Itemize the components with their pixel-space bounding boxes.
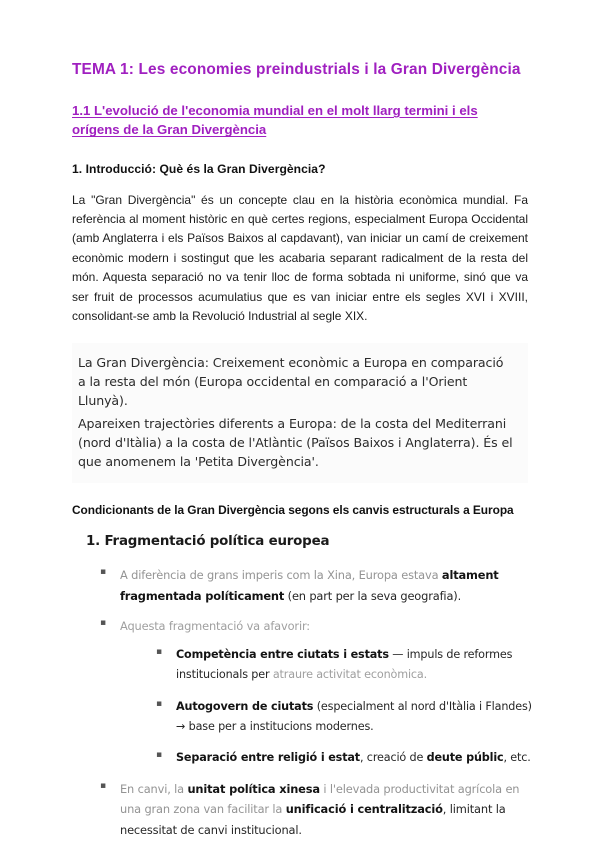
definition-callout bbox=[72, 343, 528, 484]
bullet-3-mid: i l'elevada productivitat agrícola en una gran zona van facilitar la bbox=[120, 782, 520, 817]
bullet-3-end: , limitant la necessitat de canvi institucional. bbox=[120, 802, 506, 837]
page-title: TEMA 1: Les economies preindustrials i la Gran Divergència bbox=[72, 61, 521, 78]
bullet-1-text-rest: (en part per la seva geografia). bbox=[284, 588, 462, 603]
sub-bullet-1-rest-a: — impuls de reformes institucionals per bbox=[176, 648, 513, 682]
sub-bullet-3-end: , etc. bbox=[503, 750, 531, 764]
definition-line-2: Apareixen trajectòries diferents a Europa: de la costa del Mediterrani (nord d'Itàlia) a la costa de l'Atlàntic (Països Baixos i Anglaterra). És el que anomenem la 'Petita Divergència'. bbox=[78, 416, 513, 470]
heading-condicionants: Condicionants de la Gran Divergència segons els canvis estructurals a Europa bbox=[72, 503, 514, 518]
bullet-list-level-2 bbox=[120, 645, 540, 768]
bullet-3-bold-2: unificació i centralització bbox=[285, 802, 443, 817]
sub-bullet-2-bold: Autogovern de ciutats bbox=[176, 699, 314, 713]
sub-bullet-3-mid: , creació de bbox=[360, 750, 427, 764]
sub-bullet-3-bold-2: deute públic bbox=[426, 750, 504, 764]
bullet-1-text-bold: altament fragmentada políticament bbox=[120, 568, 499, 603]
intro-paragraph: La "Gran Divergència" és un concepte clau en la història econòmica mundial. Fa referència al moment històric en què certes regions, especialment Europa Occidental (amb Anglaterra i els Països Baixos al capdavant), van iniciar un camí de creixement econòmic modern i sostingut que les acabaria separant radicalment de la resta del món. Aquesta separació no va tenir lloc de forma sobtada ni uniforme, sinó que va ser fruit de processos acumulatius que es van iniciar entre els segles XVI i XVIII, consolidant-se amb la Revolució Industrial al segle XIX. bbox=[72, 192, 528, 324]
bullet-3-bold-1: unitat política xinesa bbox=[187, 782, 320, 797]
list-item bbox=[98, 779, 540, 840]
sub-bullet-3-bold-1: Separació entre religió i estat bbox=[176, 750, 360, 764]
definition-line-1: La Gran Divergència: Creixement econòmic a Europa en comparació a la resta del món (Europa occidental en comparació a l'Orient Llunyà). bbox=[78, 354, 504, 408]
bullet-1-text-faded: A diferència de grans imperis com la Xina, Europa estava bbox=[120, 568, 442, 583]
list-item bbox=[154, 697, 540, 737]
heading-fragmentacio-politica: 1. Fragmentació política europea bbox=[86, 534, 330, 550]
bullet-2-text: Aquesta fragmentació va afavorir: bbox=[120, 619, 310, 634]
subsection-title: 1.1 L'evolució de l'economia mundial en el molt llarg termini i els orígens de la Gran Divergència bbox=[72, 103, 478, 138]
bullet-list-level-1 bbox=[72, 565, 540, 840]
heading-introduccio: 1. Introducció: Què és la Gran Divergència? bbox=[72, 161, 326, 176]
sub-bullet-2-rest: (especialment al nord d'Itàlia i Flandes) → base per a institucions modernes. bbox=[176, 699, 532, 733]
list-item bbox=[154, 748, 540, 768]
bullet-3-pre: En canvi, la bbox=[120, 782, 188, 797]
list-item bbox=[98, 565, 540, 606]
sub-bullet-1-rest-b: atraure activitat econòmica. bbox=[272, 668, 428, 682]
sub-bullet-1-bold: Competència entre ciutats i estats bbox=[176, 648, 389, 662]
list-item bbox=[154, 645, 540, 685]
list-item bbox=[98, 616, 540, 768]
